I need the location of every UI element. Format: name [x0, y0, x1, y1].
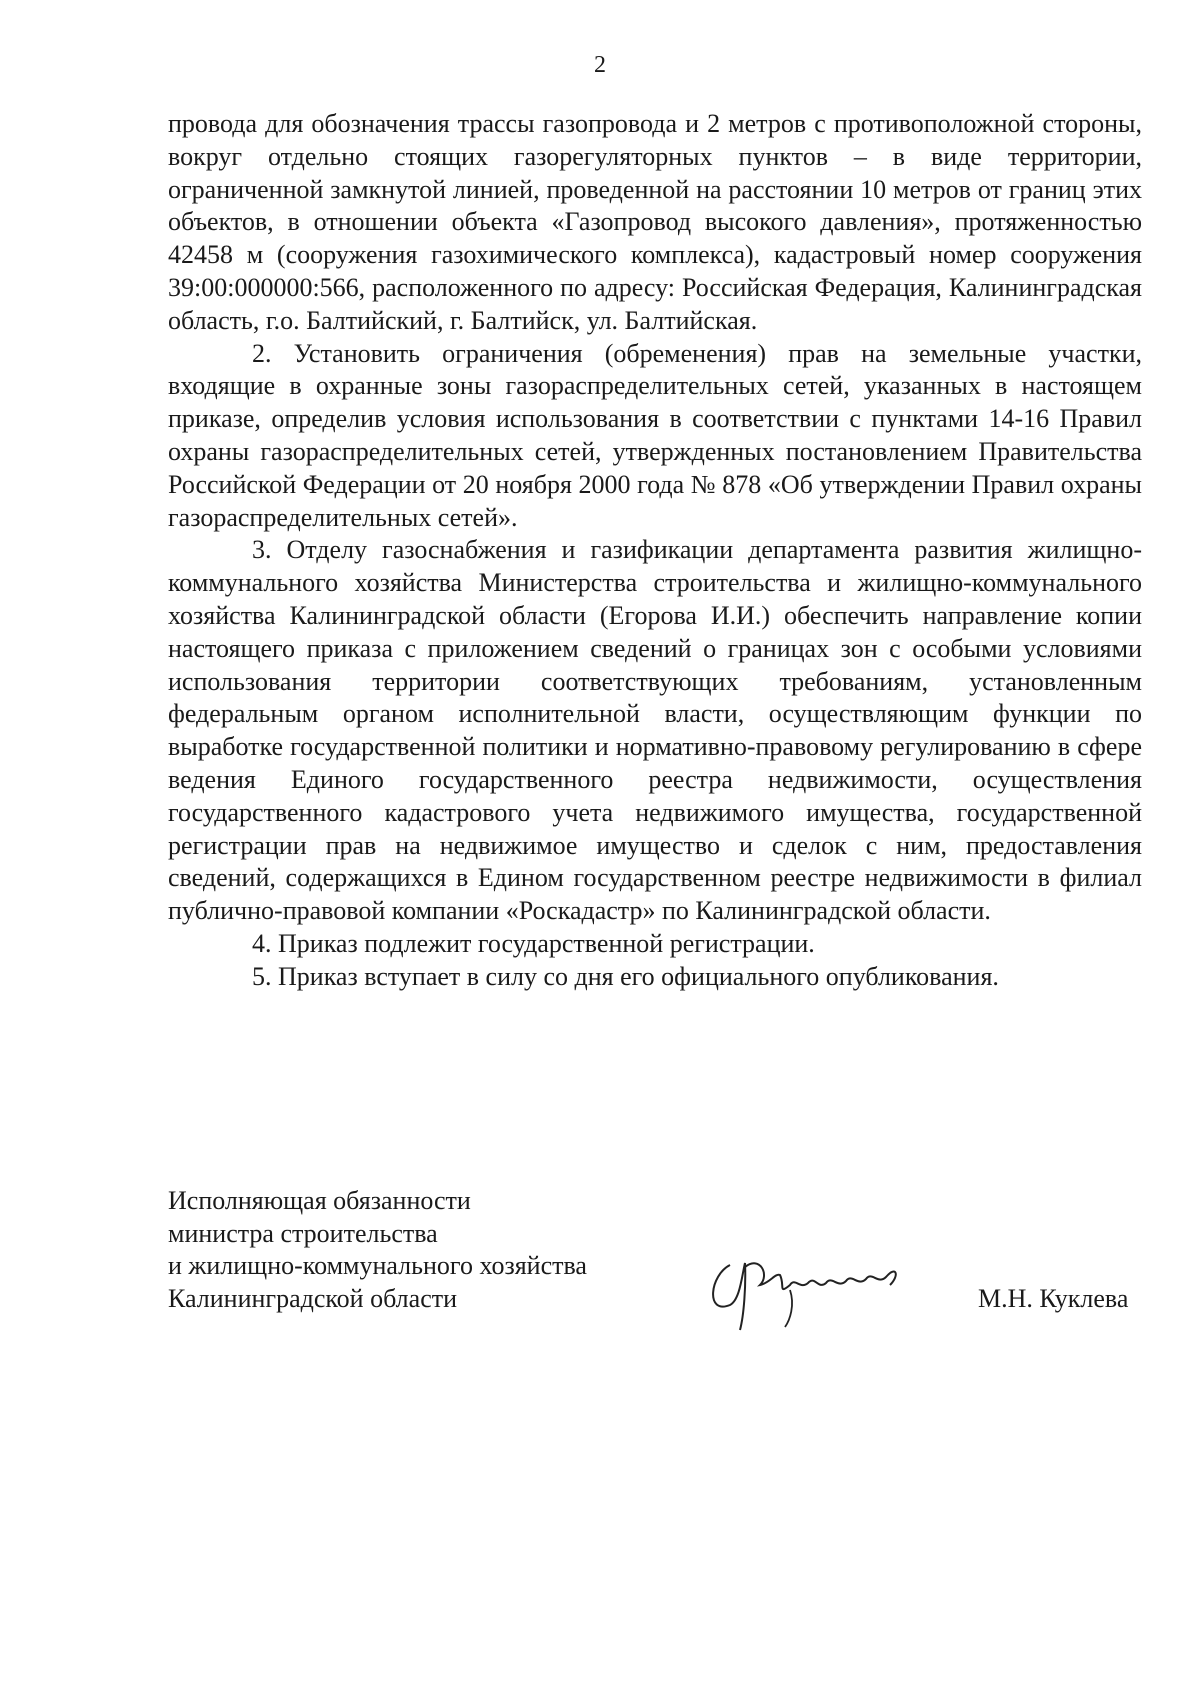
- signatory-title-line: Исполняющая обязанности: [168, 1186, 471, 1215]
- paragraph-item-3: 3. Отделу газоснабжения и газификации департамента развития жилищно-коммунального хозяйства Министерства строительства и жилищно-коммунального хозяйства Калининградской области (Егорова И.И.) обеспечить направление копии настоящего приказа с приложением сведений о границах зон с особыми условиями использования территории соответствующих требованиям, установленным федеральным органом исполнительной власти, осуществляющим функции по выработке государственной политики и нормативно-правовому регулированию в сфере ведения Единого государственного реестра недвижимости, осуществления государственного кадастрового учета недвижимого имущества, государственной регистрации прав на недвижимое имущество и сделок с ним, предоставления сведений, содержащихся в Едином государственном реестре недвижимости в филиал публично-правовой компании «Роскадастр» по Калининградской области.: [168, 535, 1142, 926]
- signatory-title-line: Калининградской области: [168, 1283, 458, 1313]
- page-number: 2: [594, 52, 606, 78]
- handwritten-signature: [700, 1245, 920, 1335]
- paragraph-item-2: 2. Установить ограничения (обременения) прав на земельные участки, входящие в охранные зоны газораспределительных сетей, указанных в настоящем приказе, определив условия использования в соответствии с пунктами 14-16 Правил охраны газораспределительных сетей, утвержденных постановлением Правительства Российской Федерации от 20 ноября 2000 года № 878 «Об утверждении Правил охраны газораспределительных сетей».: [168, 338, 1142, 532]
- signatory-title-line: и жилищно-коммунального хозяйства: [168, 1251, 587, 1280]
- document-body: [168, 108, 1142, 994]
- paragraph-item-4: 4. Приказ подлежит государственной регистрации.: [252, 928, 815, 958]
- signatory-title-line: министра строительства: [168, 1218, 438, 1248]
- signatory-title: [168, 1185, 587, 1315]
- paragraph-item-5: 5. Приказ вступает в силу со дня его официального опубликования.: [252, 961, 999, 991]
- paragraph-continuation: провода для обозначения трассы газопровода и 2 метров с противоположной стороны, вокруг отдельно стоящих газорегуляторных пунктов – в виде территории, ограниченной замкнутой линией, проведенной на расстоянии 10 метров от границ этих объектов, в отношении объекта «Газопровод высокого давления», протяженностью 42458 м (сооружения газохимического комплекса), кадастровый номер сооружения 39:00:000000:566, расположенного по адресу: Российская Федерация, Калининградская область, г.о. Балтийский, г. Балтийск, ул. Балтийская.: [168, 109, 1142, 335]
- signatory-name: М.Н. Куклева: [978, 1284, 1129, 1313]
